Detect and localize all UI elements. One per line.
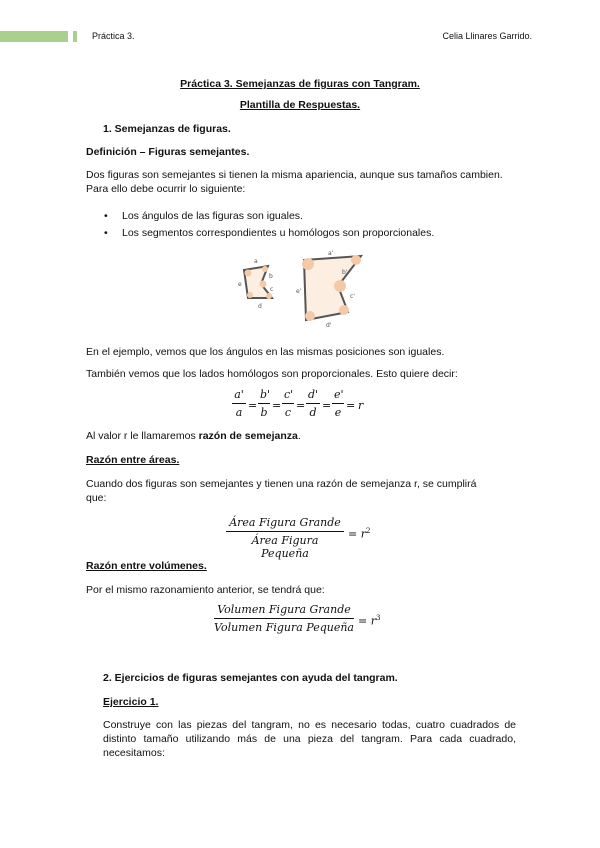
ratio-e: $\frac{e'}{e}$ [334,388,344,419]
similar-figures-diagram [236,248,366,328]
definition-heading: Definición – Figuras semejantes. [86,146,250,158]
label-large-c: c' [350,293,355,300]
equals-sign: = [248,399,258,412]
angle-mark [302,258,314,270]
area-ratio: Área Figura Grande Área Figura Pequeña [226,516,344,560]
areas-text: Cuando dos figuras son semejantes y tienen una razón de semejanza r, se cumplirá que: [86,478,477,504]
angle-mark [305,311,315,321]
label-large-b: b' [342,269,348,276]
angle-mark [247,292,253,298]
volumes-heading: Razón entre volúmenes. [86,560,207,572]
header-left: Práctica 3. [92,31,135,41]
equals-sign: = [346,399,356,412]
ratio-term: razón de semejanza [198,430,298,442]
ratio-d: $\frac{d'}{d}$ [308,388,319,419]
exercise1-text: Construye con las piezas del tangram, no es necesario todas, cuatro cuadrados de distinto tamaño utilizando más de una pieza del tangram. Para cada cuadrado, necesitamos: [103,719,516,759]
label-small-d: d [258,303,262,310]
exercise1-heading: Ejercicio 1. [103,696,159,708]
label-small-a: a [254,258,258,265]
angle-mark [262,266,268,272]
equals-sign: = [322,399,332,412]
header-right: Celia Llinares Garrido. [442,31,532,41]
doc-title: Práctica 3. Semejanzas de figuras con Tangram. [180,78,420,90]
bullet-segments: • Los segmentos correspondientes u homólogos son proporcionales. [122,226,434,240]
label-large-d: d' [326,322,332,328]
definition-text: Dos figuras son semejantes si tienen la misma apariencia, aunque sus tamaños cambien. Para ello debe ocurrir lo siguiente: [86,169,503,195]
angle-mark [245,270,252,277]
section2-heading: 2. Ejercicios de figuras semejantes con ayuda del tangram. [103,672,398,684]
section1-heading: 1. Semejanzas de figuras. [103,123,231,135]
ratio-definition: Al valor r le llamaremos razón de semejanza. [86,430,301,442]
ratio-a: $\frac{a'}{a}$ [232,388,246,419]
angle-mark [339,305,349,315]
ratio-b: $\frac{b'}{b}$ [260,388,271,419]
bullet-angles: • Los ángulos de las figuras son iguales. [122,209,303,223]
areas-heading: Razón entre áreas. [86,454,180,466]
ratio-c: $\frac{c'}{c}$ [284,388,294,419]
area-rhs: = $r^2$ [348,527,371,541]
volume-rhs: = $r^3$ [358,614,381,628]
label-small-b: b [269,273,273,280]
angle-mark [260,281,267,288]
label-small-e: e [238,281,242,288]
example-text: En el ejemplo, vemos que los ángulos en las mismas posiciones son iguales. [86,346,445,358]
header-accent-bar-small [73,31,77,42]
angle-mark [266,293,272,299]
label-large-a: a' [328,250,334,257]
angle-mark [351,255,361,265]
equals-sign: = [272,399,282,412]
angle-mark [334,280,346,292]
label-small-c: c [270,286,274,293]
equals-sign: = [296,399,306,412]
label-large-e: e' [296,288,302,295]
ratio-result: r [358,399,364,412]
volume-ratio: Volumen Figura Grande Volumen Figura Pequeña [214,603,354,634]
header-accent-bar [0,31,68,42]
sides-text: También vemos que los lados homólogos son proporcionales. Esto quiere decir: [86,368,458,380]
volumes-text: Por el mismo razonamiento anterior, se tendrá que: [86,584,325,596]
doc-subtitle: Plantilla de Respuestas. [239,99,361,111]
